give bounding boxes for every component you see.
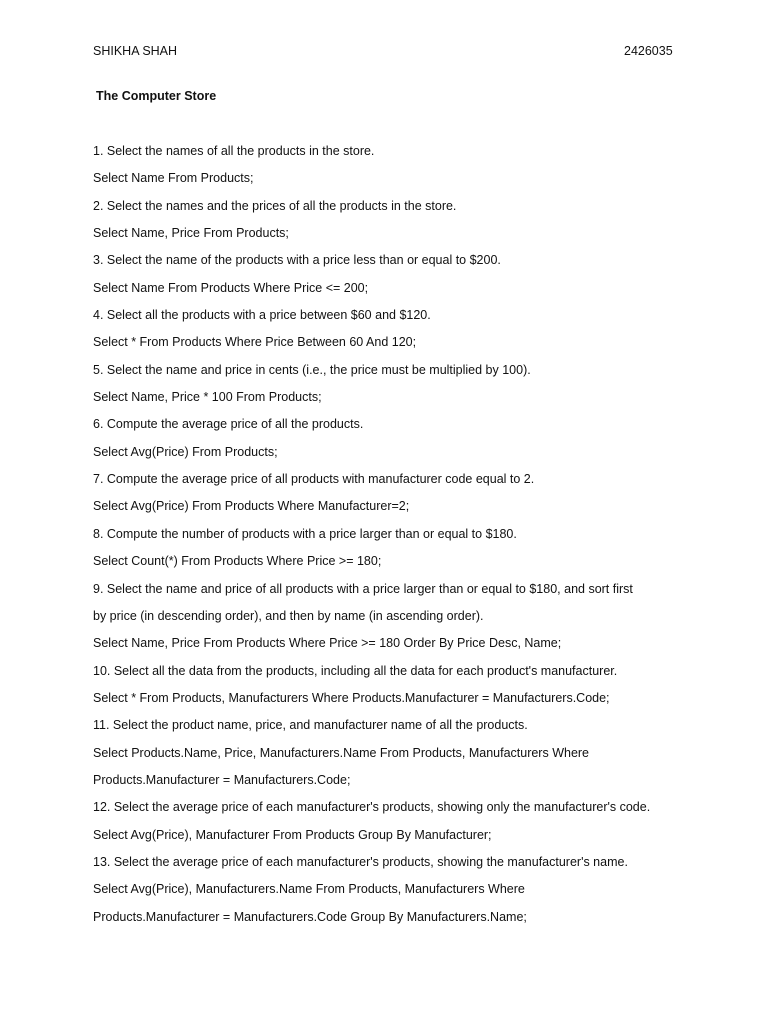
- question-6: 6. Compute the average price of all the products.: [93, 417, 364, 432]
- answer-13-line-2: Products.Manufacturer = Manufacturers.Code Group By Manufacturers.Name;: [93, 909, 527, 924]
- answer-5: Select Name, Price * 100 From Products;: [93, 390, 322, 405]
- question-9-line-2: by price (in descending order), and then by name (in ascending order).: [93, 608, 484, 623]
- answer-3: Select Name From Products Where Price <= 200;: [93, 280, 369, 295]
- document-title: The Computer Store: [96, 89, 217, 103]
- answer-11-line-2: Products.Manufacturer = Manufacturers.Code;: [93, 772, 351, 787]
- question-2: 2. Select the names and the prices of all the products in the store.: [93, 198, 457, 213]
- answer-13-line-1: Select Avg(Price), Manufacturers.Name From Products, Manufacturers Where: [93, 882, 525, 897]
- question-7: 7. Compute the average price of all products with manufacturer code equal to 2.: [93, 472, 535, 487]
- header-student-id: 2426035: [624, 44, 673, 58]
- answer-1: Select Name From Products;: [93, 171, 254, 186]
- question-13: 13. Select the average price of each manufacturer's products, showing the manufacturer's name.: [93, 854, 628, 869]
- question-11: 11. Select the product name, price, and manufacturer name of all the products.: [93, 718, 528, 733]
- answer-2: Select Name, Price From Products;: [93, 226, 289, 241]
- question-9-line-1: 9. Select the name and price of all products with a price larger than or equal to $180, and sort first: [93, 581, 633, 596]
- answer-4: Select * From Products Where Price Between 60 And 120;: [93, 335, 417, 350]
- document-body: [93, 143, 683, 936]
- question-3: 3. Select the name of the products with a price less than or equal to $200.: [93, 253, 501, 268]
- answer-7: Select Avg(Price) From Products Where Manufacturer=2;: [93, 499, 410, 514]
- answer-9: Select Name, Price From Products Where Price >= 180 Order By Price Desc, Name;: [93, 636, 562, 651]
- answer-10: Select * From Products, Manufacturers Where Products.Manufacturer = Manufacturers.Code;: [93, 690, 610, 705]
- question-10: 10. Select all the data from the products, including all the data for each product's manufacturer.: [93, 663, 618, 678]
- question-12: 12. Select the average price of each manufacturer's products, showing only the manufacturer's code.: [93, 800, 651, 815]
- question-1: 1. Select the names of all the products in the store.: [93, 144, 375, 158]
- answer-11-line-1: Select Products.Name, Price, Manufacturers.Name From Products, Manufacturers Where: [93, 745, 590, 760]
- answer-6: Select Avg(Price) From Products;: [93, 444, 278, 459]
- answer-12: Select Avg(Price), Manufacturer From Products Group By Manufacturer;: [93, 827, 492, 842]
- header-author: SHIKHA SHAH: [93, 44, 178, 58]
- question-4: 4. Select all the products with a price between $60 and $120.: [93, 308, 431, 323]
- question-8: 8. Compute the number of products with a price larger than or equal to $180.: [93, 526, 517, 541]
- answer-8: Select Count(*) From Products Where Price >= 180;: [93, 554, 382, 569]
- question-5: 5. Select the name and price in cents (i.e., the price must be multiplied by 100).: [93, 362, 531, 377]
